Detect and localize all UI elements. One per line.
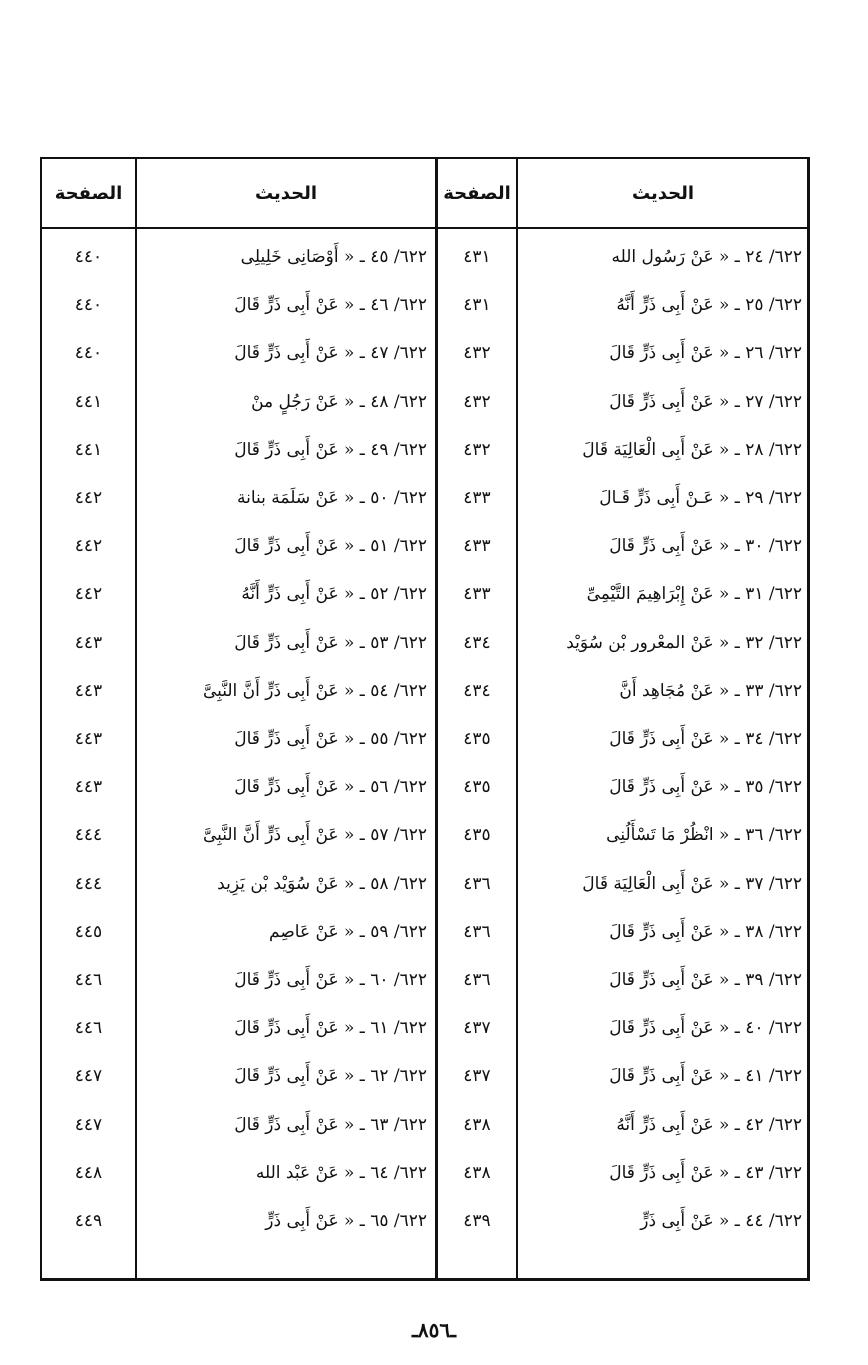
right-hadith-entry: ٦٢٢/ ٢٨ ـ « عَنْ أَبِى الْعَالِيَة قَالَ [582,439,802,460]
left-hadith-entry: ٦٢٢/ ٦٣ ـ « عَنْ أَبِى ذَرٍّ قَالَ [234,1114,427,1135]
right-page-number: ٤٣٥ [463,777,491,798]
left-page-number: ٤٤٠ [74,343,103,364]
index-table [40,157,810,1281]
table-row [42,860,807,908]
left-hadith-entry: ٦٢٢/ ٥٧ ـ « عَنْ أَبِى ذَرٍّ أَنَّ النَّبِىَّ [202,825,427,846]
left-hadith-entry: ٦٢٢/ ٥٢ ـ « عَنْ أَبِى ذَرٍّ أَنَّهُ [241,584,427,605]
left-hadith-entry: ٦٢٢/ ٦٢ ـ « عَنْ أَبِى ذَرٍّ قَالَ [234,1066,427,1087]
right-hadith-entry: ٦٢٢/ ٢٥ ـ « عَنْ أَبِى ذَرٍّ أَنَّهُ [616,295,802,316]
table-row [42,908,807,956]
left-page-number: ٤٤٧ [74,1066,103,1087]
right-page-number: ٤٣٤ [463,680,491,701]
left-page-number: ٤٤٠ [74,247,103,267]
right-hadith-entry: ٦٢٢/ ٣٣ ـ « عَنْ مُجَاهِد أَنَّ [619,680,802,701]
left-page-number: ٤٤٣ [74,680,103,701]
right-page-number: ٤٣٣ [463,488,491,508]
right-hadith-entry: ٦٢٢/ ٤٠ ـ « عَنْ أَبِى ذَرٍّ قَالَ [609,1018,802,1039]
table-row [42,233,807,281]
left-hadith-entry: ٦٢٢/ ٦٥ ـ « عَنْ أَبِى ذَرٍّ [265,1211,427,1231]
right-page-number: ٤٣٢ [463,391,491,412]
left-hadith-entry: ٦٢٢/ ٦١ ـ « عَنْ أَبِى ذَرٍّ قَالَ [234,1018,427,1039]
table-row [42,281,807,329]
right-hadith-entry: ٦٢٢/ ٢٦ ـ « عَنْ أَبِى ذَرٍّ قَالَ [609,343,802,364]
right-page-number: ٤٣٢ [463,439,491,460]
right-hadith-entry: ٦٢٢/ ٣٤ ـ « عَنْ أَبِى ذَرٍّ قَالَ [609,729,802,749]
table-row [42,1004,807,1052]
table-row [42,570,807,618]
right-hadith-entry: ٦٢٢/ ٢٧ ـ « عَنْ أَبِى ذَرٍّ قَالَ [609,391,802,412]
right-page-number: ٤٣٧ [463,1018,491,1039]
table-row [42,474,807,522]
header-left-page: الصفحة [54,182,123,204]
right-page-number: ٤٣٦ [463,921,491,942]
table-row [42,715,807,763]
left-page-number: ٤٤١ [74,439,103,460]
left-hadith-entry: ٦٢٢/ ٤٧ ـ « عَنْ أَبِى ذَرٍّ قَالَ [234,343,427,364]
right-page-number: ٤٣٧ [463,1066,491,1087]
left-hadith-entry: ٦٢٢/ ٦٤ ـ « عَنْ عَبْد الله [255,1162,427,1183]
left-hadith-entry: ٦٢٢/ ٥٦ ـ « عَنْ أَبِى ذَرٍّ قَالَ [234,777,427,798]
right-hadith-entry: ٦٢٢/ ٣٧ ـ « عَنْ أَبِى الْعَالِيَة قَالَ [582,873,802,894]
table-row [42,763,807,811]
right-page-number: ٤٣٨ [463,1162,491,1183]
left-hadith-entry: ٦٢٢/ ٥٤ ـ « عَنْ أَبِى ذَرٍّ أَنَّ النَّبِىَّ [202,680,427,701]
left-page-number: ٤٤٧ [74,1114,103,1135]
header-right-page: الصفحة [443,182,511,204]
right-hadith-entry: ٦٢٢/ ٣١ ـ « عَنْ إِبْرَاهِيمَ التَّيْمِىِّ [586,584,802,605]
right-page-number: ٤٣١ [463,295,491,316]
right-hadith-entry: ٦٢٢/ ٣٩ ـ « عَنْ أَبِى ذَرٍّ قَالَ [609,970,802,990]
left-page-number: ٤٤٢ [74,536,103,557]
right-page-number: ٤٣٦ [463,873,491,894]
right-page-number: ٤٣٦ [463,970,491,990]
left-hadith-entry: ٦٢٢/ ٤٨ ـ « عَنْ رَجُلٍ منْ [251,391,427,412]
right-hadith-entry: ٦٢٢/ ٣٨ ـ « عَنْ أَبِى ذَرٍّ قَالَ [609,921,802,942]
right-hadith-entry: ٦٢٢/ ٤٣ ـ « عَنْ أَبِى ذَرٍّ قَالَ [609,1162,802,1183]
left-page-number: ٤٤٠ [74,295,103,316]
table-row [42,1149,807,1197]
left-hadith-entry: ٦٢٢/ ٥٠ ـ « عَنْ سَلَمَة بنانة [237,488,427,508]
left-page-number: ٤٤٢ [74,488,103,508]
right-page-number: ٤٣٥ [463,825,491,846]
table-row [42,426,807,474]
left-page-number: ٤٤١ [74,391,103,412]
left-hadith-entry: ٦٢٢/ ٥٨ ـ « عَنْ سُوَيْد بْن يَزِيد [217,873,427,894]
right-hadith-entry: ٦٢٢/ ٢٩ ـ « عَـنْ أَبِى ذَرٍّ قَـالَ [599,488,802,508]
left-hadith-entry: ٦٢٢/ ٤٩ ـ « عَنْ أَبِى ذَرٍّ قَالَ [234,439,427,460]
left-page-number: ٤٤٤ [74,873,103,894]
left-hadith-entry: ٦٢٢/ ٥٣ ـ « عَنْ أَبِى ذَرٍّ قَالَ [234,632,427,653]
table-row [42,811,807,859]
right-hadith-entry: ٦٢٢/ ٢٤ ـ « عَنْ رَسُول الله [611,247,802,267]
header-left-hadith: الحديث [254,182,318,204]
left-hadith-entry: ٦٢٢/ ٦٠ ـ « عَنْ أَبِى ذَرٍّ قَالَ [234,970,427,990]
left-hadith-entry: ٦٢٢/ ٤٦ ـ « عَنْ أَبِى ذَرٍّ قَالَ [234,295,427,316]
left-page-number: ٤٤٢ [74,584,103,605]
right-hadith-entry: ٦٢٢/ ٤٢ ـ « عَنْ أَبِى ذَرٍّ أَنَّهُ [616,1114,802,1135]
table-row [42,378,807,426]
right-hadith-entry: ٦٢٢/ ٤١ ـ « عَنْ أَبِى ذَرٍّ قَالَ [609,1066,802,1087]
left-hadith-entry: ٦٢٢/ ٥٥ ـ « عَنْ أَبِى ذَرٍّ قَالَ [234,729,427,749]
right-hadith-entry: ٦٢٢/ ٣٠ ـ « عَنْ أَبِى ذَرٍّ قَالَ [609,536,802,557]
left-page-number: ٤٤٨ [74,1162,103,1183]
left-page-number: ٤٤٣ [74,632,103,653]
right-hadith-entry: ٦٢٢/ ٤٤ ـ « عَنْ أَبِى ذَرٍّ [640,1211,802,1231]
table-row [42,522,807,570]
table-row [42,667,807,715]
left-hadith-entry: ٦٢٢/ ٥١ ـ « عَنْ أَبِى ذَرٍّ قَالَ [234,536,427,557]
header-right-hadith: الحديث [631,182,695,204]
right-hadith-entry: ٦٢٢/ ٣٥ ـ « عَنْ أَبِى ذَرٍّ قَالَ [609,777,802,798]
table-row [42,1101,807,1149]
right-hadith-entry: ٦٢٢/ ٣٦ ـ « انْظُرْ مَا تَسْأَلُنِى [606,825,802,846]
right-page-number: ٤٣٤ [463,632,491,653]
page-number: ـ٨٥٦ـ [412,1318,456,1342]
right-page-number: ٤٣٢ [463,343,491,364]
left-hadith-entry: ٦٢٢/ ٤٥ ـ « أَوْصَانِى خَلِيلِى [240,247,427,267]
left-page-number: ٤٤٦ [74,1018,103,1039]
right-page-number: ٤٣٣ [463,584,491,605]
left-page-number: ٤٤٤ [74,825,103,846]
right-page-number: ٤٣٩ [463,1211,491,1231]
table-row [42,1197,807,1245]
left-page-number: ٤٤٣ [74,777,103,798]
right-page-number: ٤٣١ [463,247,491,267]
right-hadith-entry: ٦٢٢/ ٣٢ ـ « عَنْ المعْرور بْن سُوَيْد [566,632,802,653]
left-hadith-entry: ٦٢٢/ ٥٩ ـ « عَنْ عَاصِم [269,921,427,942]
left-page-number: ٤٤٥ [74,921,103,942]
right-page-number: ٤٣٣ [463,536,491,557]
table-row [42,329,807,377]
left-page-number: ٤٤٩ [74,1211,103,1231]
table-row [42,619,807,667]
left-page-number: ٤٤٦ [74,970,103,990]
right-page-number: ٤٣٨ [463,1114,491,1135]
right-page-number: ٤٣٥ [463,729,491,749]
table-row [42,956,807,1004]
left-page-number: ٤٤٣ [74,729,103,749]
table-row [42,1052,807,1100]
